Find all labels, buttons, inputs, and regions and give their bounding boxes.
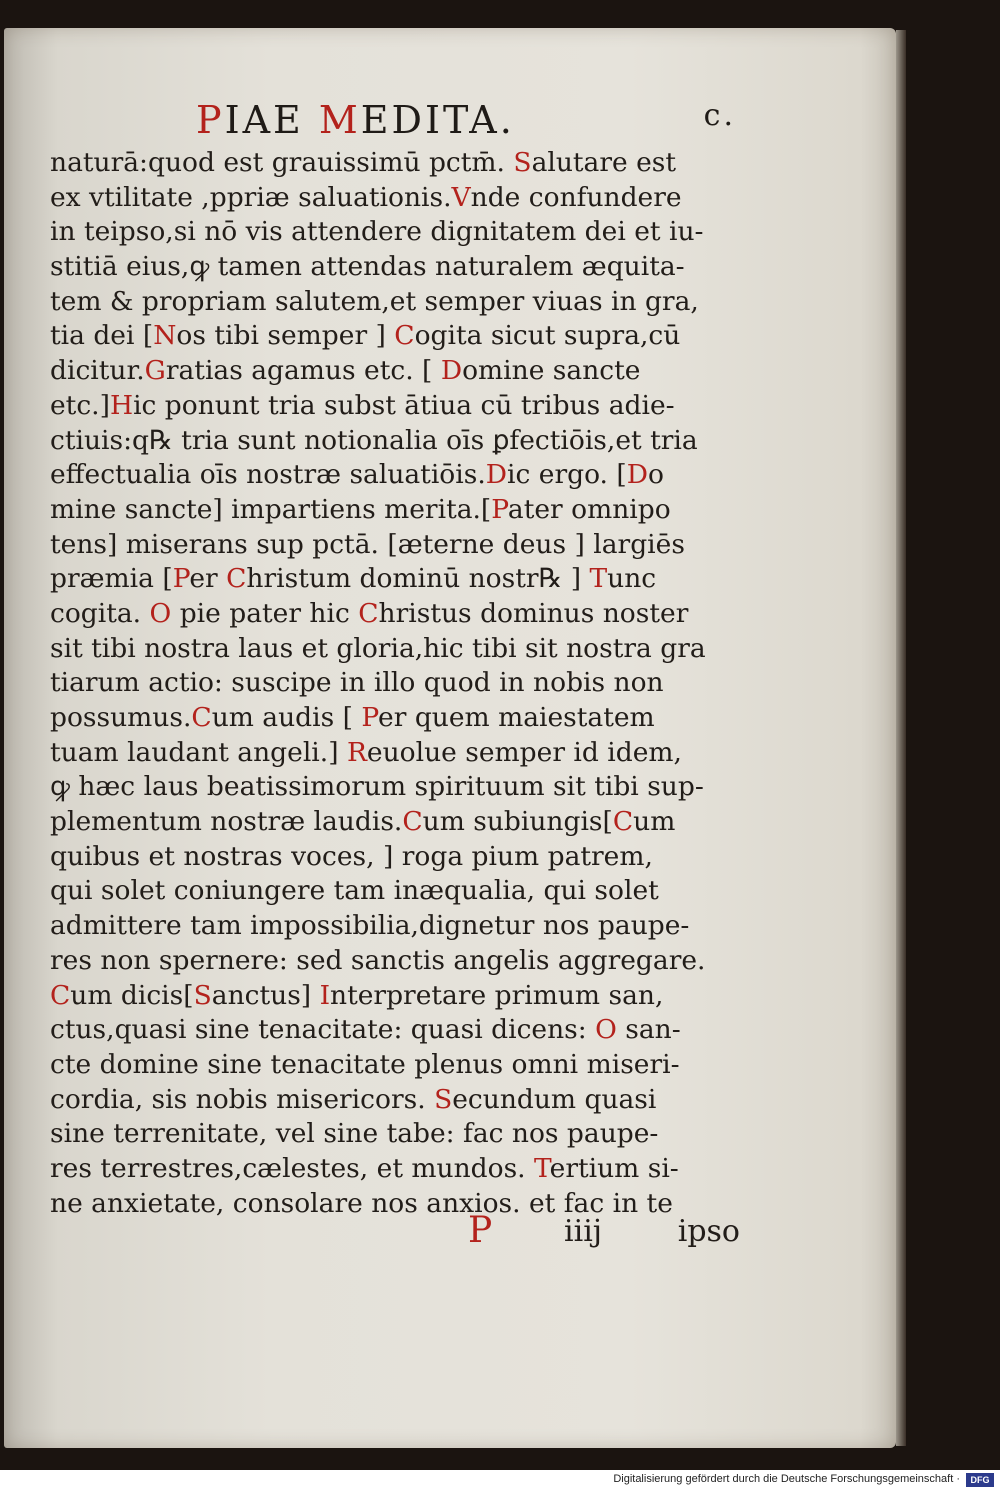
text-segment: ic ergo. [ bbox=[507, 459, 627, 491]
text-segment: sine terrenitate, vel sine tabe: fac nos paupe- bbox=[50, 1118, 659, 1150]
text-line bbox=[50, 458, 740, 493]
text-segment: stitiā eius,ꝙ tamen attendas naturalem æquita- bbox=[50, 251, 685, 283]
rubricated-initial: H bbox=[109, 389, 134, 421]
text-segment: effectualia oīs nostræ saluatiōis. bbox=[50, 459, 486, 491]
body-text bbox=[50, 146, 740, 1221]
text-segment: cordia, sis nobis misericors. bbox=[50, 1083, 435, 1115]
folio-number: c. bbox=[703, 98, 736, 133]
text-segment: hristus dominus noster bbox=[378, 597, 689, 629]
rubricated-initial: C bbox=[191, 702, 212, 733]
text-line bbox=[50, 944, 740, 979]
text-segment: ertium si- bbox=[549, 1152, 679, 1184]
text-segment: res terrestres,cælestes, et mundos. bbox=[50, 1152, 535, 1184]
rubricated-initial: P bbox=[172, 563, 190, 595]
rubricated-initial: P bbox=[361, 702, 379, 733]
signature-number: iiij bbox=[564, 1214, 603, 1249]
rubricated-initial: V bbox=[451, 181, 471, 213]
text-segment: ꝙ hæc laus beatissimorum spirituum sit tibi sup- bbox=[50, 771, 704, 803]
text-line bbox=[50, 1083, 740, 1118]
text-segment: nde confundere bbox=[470, 181, 682, 213]
text-line bbox=[50, 805, 740, 840]
text-line bbox=[50, 354, 740, 389]
title-text-2: EDITA. bbox=[360, 98, 515, 142]
text-line bbox=[50, 1152, 740, 1187]
text-segment: ogita sicut supra,cū bbox=[414, 320, 681, 352]
text-line bbox=[50, 632, 740, 667]
rubricated-initial: T bbox=[589, 563, 608, 595]
text-line bbox=[50, 840, 740, 875]
rubricated-initial: S bbox=[193, 979, 212, 1011]
rubricated-initial: D bbox=[440, 355, 463, 387]
text-segment: ex vtilitate ,ppriæ saluationis. bbox=[50, 181, 452, 213]
text-segment: etc.] bbox=[50, 389, 110, 421]
rubricated-initial: S bbox=[434, 1083, 453, 1115]
text-segment: euolue semper id idem, bbox=[366, 736, 682, 768]
text-line bbox=[50, 285, 740, 320]
text-segment: er bbox=[189, 563, 227, 595]
text-segment: unc bbox=[607, 563, 657, 595]
text-segment: præmia [ bbox=[50, 563, 173, 595]
dfg-logo: DFG bbox=[966, 1473, 994, 1487]
funding-bar bbox=[0, 1470, 1000, 1492]
text-segment: um dicis[ bbox=[70, 979, 194, 1011]
rubricated-initial: C bbox=[358, 597, 379, 629]
text-segment: ctus,quasi sine tenacitate: quasi dicens: bbox=[50, 1014, 596, 1046]
running-title bbox=[196, 98, 515, 142]
title-initial-2: M bbox=[318, 98, 361, 142]
text-line bbox=[50, 1013, 740, 1048]
funding-note: Digitalisierung gefördert durch die Deutsche Forschungsgemeinschaft · bbox=[613, 1473, 960, 1485]
rubricated-initial: C bbox=[394, 320, 415, 352]
signature-mark: P bbox=[468, 1210, 493, 1251]
text-line bbox=[50, 389, 740, 424]
text-segment: um subiungis[ bbox=[422, 806, 613, 838]
text-line bbox=[50, 874, 740, 909]
text-segment: os tibi semper ] bbox=[176, 320, 395, 352]
text-segment: ratias agamus etc. [ bbox=[165, 355, 441, 387]
rubricated-initial: S bbox=[513, 147, 532, 178]
text-line bbox=[50, 666, 740, 701]
title-initial: P bbox=[196, 98, 225, 142]
text-line bbox=[50, 146, 740, 181]
text-segment: qui solet coniungere tam inæqualia, qui solet bbox=[50, 875, 659, 907]
rubricated-initial: C bbox=[402, 806, 423, 838]
text-segment: omine sancte bbox=[462, 355, 641, 387]
rubricated-initial: R bbox=[346, 736, 367, 768]
text-line bbox=[50, 597, 740, 632]
rubricated-initial: G bbox=[144, 355, 166, 387]
text-line bbox=[50, 181, 740, 216]
text-segment: possumus. bbox=[50, 702, 192, 733]
rubricated-initial: T bbox=[534, 1152, 550, 1184]
text-segment: nterpretare primum san, bbox=[330, 979, 664, 1011]
text-segment: tem & propriam salutem,et semper viuas in gra, bbox=[50, 285, 699, 317]
page-footer bbox=[468, 1210, 740, 1256]
text-segment: quibus et nostras voces, ] roga pium patrem, bbox=[50, 840, 653, 872]
title-text: IAE bbox=[224, 98, 319, 142]
text-segment: tens] miserans sup pctā. [æterne deus ] largiēs bbox=[50, 528, 685, 560]
text-segment: ne anxietate, consolare nos anxios. et fac in te bbox=[50, 1187, 673, 1219]
text-segment: hristum dominū nostr℞ ] bbox=[246, 563, 590, 595]
text-segment: mine sancte] impartiens merita.[ bbox=[50, 493, 492, 525]
text-line bbox=[50, 528, 740, 563]
running-header bbox=[196, 98, 736, 148]
rubricated-initial: C bbox=[226, 563, 247, 595]
rubricated-initial: N bbox=[153, 320, 177, 352]
rubricated-initial: C bbox=[50, 979, 71, 1011]
text-segment: ic ponunt tria subst ātiua cū tribus adie- bbox=[133, 389, 675, 421]
text-line bbox=[50, 215, 740, 250]
text-segment: tuam laudant angeli.] bbox=[50, 736, 347, 768]
text-segment: plementum nostræ laudis. bbox=[50, 806, 403, 838]
text-segment: um audis [ bbox=[211, 702, 362, 733]
text-line bbox=[50, 736, 740, 771]
text-segment: tia dei [ bbox=[50, 320, 154, 352]
text-segment: in teipso,si nō vis attendere dignitatem dei et iu- bbox=[50, 216, 704, 248]
text-line bbox=[50, 701, 740, 736]
page-edge bbox=[896, 30, 906, 1446]
text-segment: naturā:quod est grauissimū pctm̄. bbox=[50, 147, 514, 178]
text-segment: admittere tam impossibilia,dignetur nos paupe- bbox=[50, 910, 690, 942]
rubricated-initial: D bbox=[485, 459, 508, 491]
text-segment: er quem maiestatem bbox=[378, 702, 655, 733]
text-segment: cogita. bbox=[50, 597, 150, 629]
text-line bbox=[50, 909, 740, 944]
text-segment: tiarum actio: suscipe in illo quod in nobis non bbox=[50, 667, 664, 699]
text-segment: alutare est bbox=[531, 147, 677, 178]
text-line bbox=[50, 562, 740, 597]
text-line bbox=[50, 1117, 740, 1152]
rubricated-initial: O bbox=[149, 597, 172, 629]
text-segment: sit tibi nostra laus et gloria,hic tibi sit nostra gra bbox=[50, 632, 706, 664]
text-segment: ctiuis:q℞ tria sunt notionalia oīs ꝑfectiōis,et tria bbox=[50, 424, 698, 456]
text-segment: ater omnipo bbox=[507, 493, 671, 525]
rubricated-initial: I bbox=[319, 979, 331, 1011]
text-segment: cte domine sine tenacitate plenus omni miseri- bbox=[50, 1048, 680, 1080]
text-segment: pie pater hic bbox=[171, 597, 359, 629]
text-segment: dicitur. bbox=[50, 355, 145, 387]
text-segment: res non spernere: sed sanctis angelis aggregare. bbox=[50, 944, 706, 976]
rubricated-initial: D bbox=[626, 459, 648, 491]
text-line bbox=[50, 424, 740, 459]
text-line bbox=[50, 319, 740, 354]
catchword: ipso bbox=[677, 1214, 740, 1249]
text-line bbox=[50, 979, 740, 1014]
text-line bbox=[50, 493, 740, 528]
text-segment: um bbox=[633, 806, 676, 838]
rubricated-initial: P bbox=[491, 493, 508, 525]
text-segment: ecundum quasi bbox=[452, 1083, 657, 1115]
rubricated-initial: C bbox=[612, 806, 634, 838]
rubricated-initial: O bbox=[595, 1014, 617, 1046]
text-line bbox=[50, 250, 740, 285]
text-segment: anctus] bbox=[211, 979, 320, 1011]
text-line bbox=[50, 1048, 740, 1083]
text-line bbox=[50, 770, 740, 805]
text-segment: san- bbox=[616, 1014, 681, 1046]
text-segment: o bbox=[648, 459, 664, 491]
